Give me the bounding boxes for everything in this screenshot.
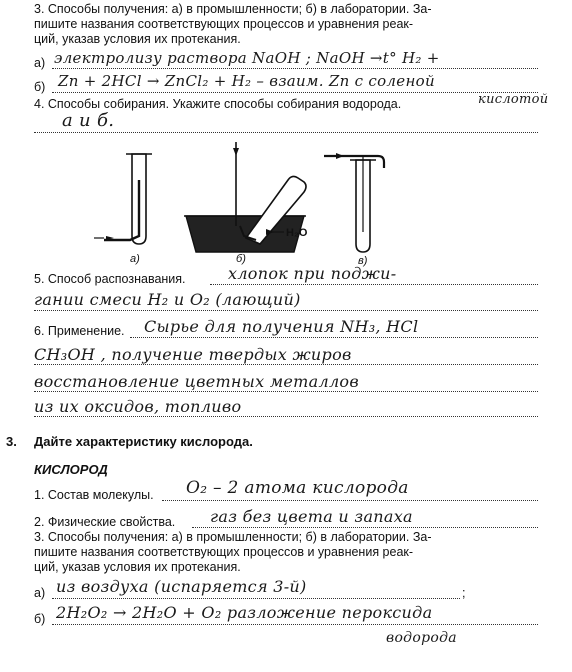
tube-c bbox=[324, 153, 384, 252]
answer-line bbox=[34, 391, 538, 392]
fig-label-a: а) bbox=[130, 253, 140, 265]
water-label: H₂O bbox=[286, 227, 308, 239]
h-item3-answer-b-cont: кислотой bbox=[478, 92, 549, 107]
o-item2-answer: газ без цвета и запаха bbox=[210, 507, 413, 526]
h-item3-label-a: а) bbox=[34, 56, 46, 70]
h-item6-answer-l2: CH₃OH , получение твердых жиров bbox=[34, 345, 352, 364]
h-item6-answer-l3: восстановление цветных металлов bbox=[34, 372, 359, 391]
h-item6-answer-l4: из их оксидов, топливо bbox=[34, 397, 242, 416]
o-item3-line3: ций, указав условия их протекания. bbox=[34, 560, 241, 574]
h-item3-line2: пишите названия соответствующих процессов и уравнения реак- bbox=[34, 17, 414, 31]
answer-line bbox=[34, 416, 538, 417]
h-item5-question: 5. Способ распознавания. bbox=[34, 272, 186, 286]
answer-line bbox=[52, 92, 538, 93]
h-item4-question: 4. Способы собирания. Укажите способы собирания водорода. bbox=[34, 97, 402, 111]
o-item3-answer-b: 2H₂O₂ → 2H₂O + O₂ разложение пероксида bbox=[56, 603, 433, 622]
answer-line bbox=[34, 310, 538, 311]
o-item3-label-a: а) bbox=[34, 586, 46, 600]
tube-a bbox=[94, 154, 152, 244]
answer-line bbox=[210, 284, 538, 285]
o-item3-answer-b-cont: водорода bbox=[386, 630, 457, 646]
answer-line bbox=[192, 527, 538, 528]
o-item3-line2: пишите названия соответствующих процессов и уравнения реак- bbox=[34, 545, 414, 559]
h-item3-answer-a: электролизу раствора NaOH ; NaOH →t° H₂ + bbox=[54, 49, 440, 67]
fig-label-b: б) bbox=[236, 253, 246, 265]
o-item3-line1: 3. Способы получения: а) в промышленности; б) в лаборатории. За- bbox=[34, 530, 432, 544]
fig-label-c: в) bbox=[358, 255, 368, 267]
h-item5-answer-l1: хлопок при поджи- bbox=[228, 264, 397, 283]
answer-line bbox=[130, 337, 538, 338]
o-item1-question: 1. Состав молекулы. bbox=[34, 488, 154, 502]
h-item3-label-b: б) bbox=[34, 80, 46, 94]
h-item4-answer: а и б. bbox=[62, 110, 115, 131]
answer-line bbox=[34, 132, 538, 133]
h-item6-question: 6. Применение. bbox=[34, 324, 125, 338]
answer-line bbox=[34, 364, 538, 365]
answer-line bbox=[52, 68, 538, 69]
answer-line bbox=[52, 624, 538, 625]
h-item3-line3: ций, указав условия их протекания. bbox=[34, 32, 241, 46]
h-item6-answer-l1: Сырье для получения NH₃, HCl bbox=[144, 317, 419, 336]
task3-number: 3. bbox=[6, 434, 17, 449]
h-item3-answer-b: Zn + 2HCl → ZnCl₂ + H₂ – взаим. Zn с соленой bbox=[58, 72, 435, 90]
gas-collection-figure bbox=[90, 140, 420, 270]
answer-line bbox=[162, 500, 538, 501]
o-item3-semicolon: ; bbox=[462, 586, 466, 600]
h-item5-answer-l2: гании смеси H₂ и O₂ (лающий) bbox=[34, 290, 301, 309]
o-item3-answer-a: из воздуха (испаряется 3-й) bbox=[56, 577, 307, 596]
o-item3-label-b: б) bbox=[34, 612, 46, 626]
answer-line bbox=[52, 598, 460, 599]
o-item2-question: 2. Физические свойства. bbox=[34, 515, 176, 529]
h-item3-line1: 3. Способы получения: а) в промышленности; б) в лаборатории. За- bbox=[34, 2, 432, 16]
task3-prompt: Дайте характеристику кислорода. bbox=[34, 434, 253, 449]
oxygen-heading: КИСЛОРОД bbox=[34, 462, 108, 477]
o-item1-answer: O₂ – 2 атома кислорода bbox=[186, 478, 409, 498]
